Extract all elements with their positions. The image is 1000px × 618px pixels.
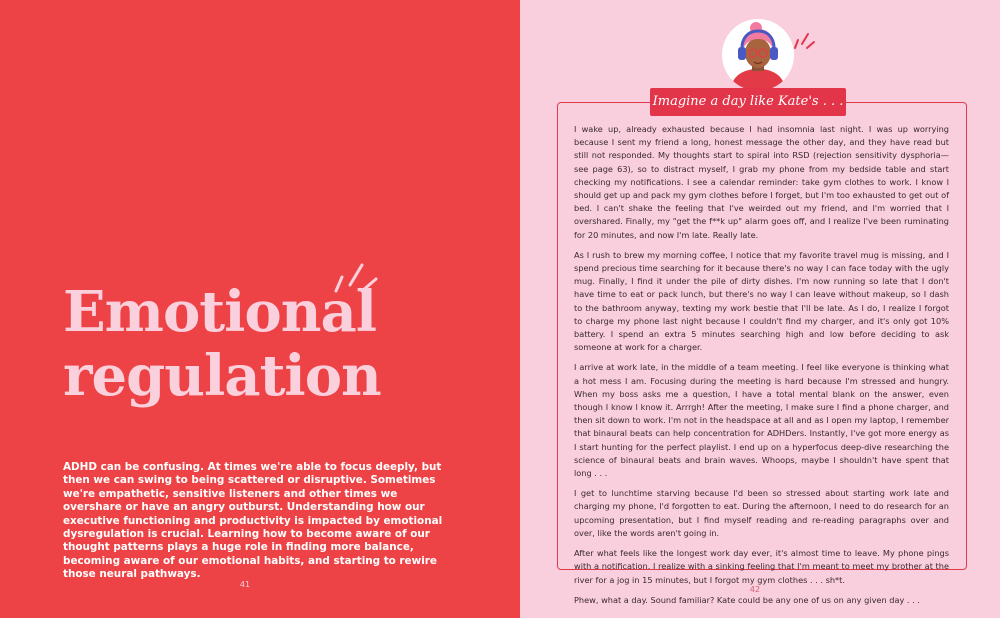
story-tag-text: Imagine a day like Kate's . . .	[652, 94, 844, 109]
chapter-title	[63, 280, 381, 408]
woman-with-headphones-icon	[722, 19, 794, 91]
page-number-left: 41	[239, 580, 251, 589]
sparkle-lines-icon	[792, 28, 816, 50]
kate-avatar	[722, 19, 794, 91]
story-paragraph: I wake up, already exhausted because I had insomnia last night. I was up worrying because I sent my friend a long, honest message the other day, and they have read but still not responded. My thoughts start to spiral into RSD (rejection sensitivity dysphoria—see page 63), so to distract myself, I grab my phone from my bedside table and start checking my notifications. I see a calendar reminder: take gym clothes to work. I know I should get up and pack my gym clothes before I forget, but I'm too exhausted to get out of bed. I can't shake the feeling that I've weirded out my friend, and I'm worried that I overshared. Finally, my "get the f**k up" alarm goes off, and I realize I've been ruminating for 20 minutes, and now I'm late. Really late.	[574, 124, 949, 240]
title-line-2: regulation	[63, 343, 381, 409]
story-paragraph: After what feels like the longest work day ever, it's almost time to leave. My phone pings with a notification. I realize with a sinking feeling that I'm meant to meet my brother at the river for a jog in 15 minutes, but I forgot my gym clothes . . . sh*t.	[574, 548, 949, 585]
story-paragraph: As I rush to brew my morning coffee, I notice that my favorite travel mug is missing, and I spend precious time searching for it because there's no way I can face today with the ugly mug. Finally, I find it under the pile of dirty dishes. I'm now running so late that I don't have time to eat or pack lunch, but there's no way I can leave without makeup, so I dash to the bathroom anyway, texting my work bestie that I'll be late. As I do, I realize I forgot to charge my phone last night because I couldn't find my charger, and it's only got 10% battery. I spend an extra 5 minutes searching high and low before deciding to ask someone at work for a charger.	[574, 249, 949, 353]
story-paragraph: I arrive at work late, in the middle of a team meeting. I feel like everyone is thinking what a hot mess I am. Focusing during the meeting is hard because I'm stressed and hungry. When my boss asks me a question, I have a total mental blank on the answer, even though I know I know it. Arrrgh! After the meeting, I make sure I find a phone charger, and then sit down to work. I'm not in the headspace at all and as I open my laptop, I remember that binaural beats can help concentration for ADHDers. Instantly, I've got more energy as I start hunting for the perfect playlist. I end up on a hyperfocus deep-dive researching the science of binaural beats and brain waves. Whoops, maybe I shouldn't have spent that long . . .	[574, 362, 949, 479]
story-paragraph: I get to lunchtime starving because I'd been so stressed about starting work late and charging my phone, I'd forgotten to eat. During the afternoon, I need to do research for an upcoming presentation, but I find myself reading and re-reading paragraphs over and over, like the words aren't going in.	[574, 488, 949, 538]
page-number-right: 42	[749, 585, 761, 594]
story-tag	[650, 88, 846, 116]
story-paragraph: Phew, what a day. Sound familiar? Kate could be any one of us on any given day . . .	[574, 594, 920, 605]
story-text	[574, 123, 949, 614]
title-line-1: Emotional	[63, 279, 377, 345]
intro-paragraph: ADHD can be confusing. At times we're able to focus deeply, but then we can swing to being scattered or disruptive. Sometimes we're empathetic, sensitive listeners and other times we overshare or have an angry outburst. Understanding how our executive functioning and productivity is impacted by emotional dysregulation is crucial. Learning how to become aware of our thought patterns plays a huge role in finding more balance, becoming aware of our emotional habits, and starting to rewire those neural pathways.	[63, 461, 443, 581]
